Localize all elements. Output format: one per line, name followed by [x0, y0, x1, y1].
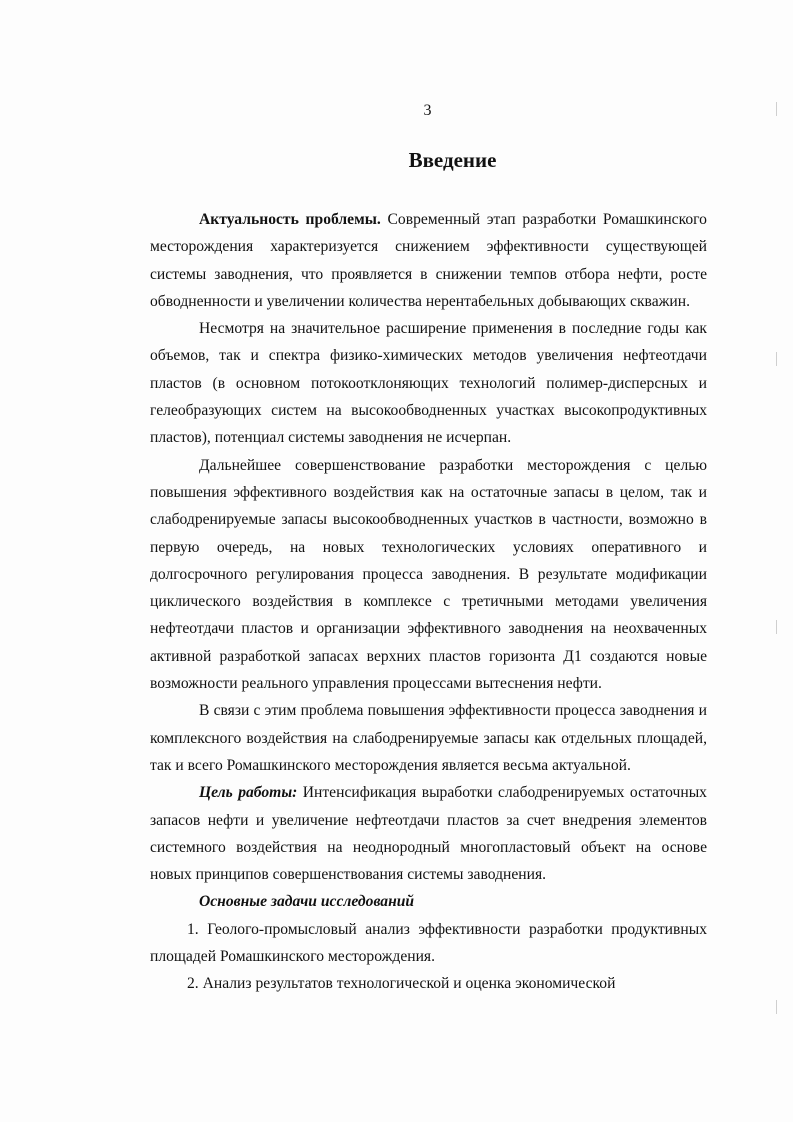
- task-text: Геолого-промысловый анализ эффективности разработки продуктивных площадей Ромашкинского месторождения.: [150, 920, 707, 966]
- tasks-heading: Основные задачи исследований: [199, 893, 415, 911]
- paragraph-3: Дальнейшее совершенствование разработки месторождения с целью повышения эффективного воздействия как на остаточные запасы в целом, так и слабодренируемые запасы высокообводненных участков в частности, возможно в первую очередь, на новых технологических условиях оперативного и долгосрочного регулирования процесса заводнения. В результате модификации циклического воздействия в комплексе с третичными методами увеличения нефтеотдачи пластов и организации эффективного заводнения на неохваченных активной разработкой запасах верхних пластов горизонта Д1 создаются новые возможности реального управления процессами вытеснения нефти.: [150, 456, 707, 693]
- goal-text: Интенсификация выработки слабодренируемых остаточных запасов нефти и увеличение нефтеотдачи пластов за счет внедрения элементов системного воздействия на неоднородный многопластовый объект на основе новых принципов совершенствования системы заводнения.: [150, 784, 707, 884]
- list-item: [150, 916, 707, 971]
- relevance-lead: Актуальность проблемы.: [199, 211, 381, 228]
- scan-mark: [776, 352, 777, 366]
- paragraph-relevance: [150, 206, 707, 315]
- document-body: [150, 206, 707, 998]
- page-number: 3: [423, 102, 432, 119]
- paragraph-goal: [150, 779, 707, 888]
- task-number: 2.: [187, 975, 199, 993]
- task-text: Анализ результатов технологической и оценка экономической: [202, 975, 616, 993]
- goal-label: Цель работы:: [199, 784, 298, 802]
- relevance-text: Современный этап разработки Ромашкинского месторождения характеризуется снижением эффективности существующей системы заводнения, что проявляется в снижении темпов отбора нефти, росте обводненности и увеличении количества нерентабельных добывающих скважин.: [150, 211, 707, 310]
- tasks-list: [150, 916, 707, 998]
- scan-mark: [776, 102, 777, 116]
- paragraph-4: В связи с этим проблема повышения эффективности процесса заводнения и комплексного воздействия на слабодренируемые запасы как отдельных площадей, так и всего Ромашкинского месторождения является весьма актуальной.: [150, 702, 707, 774]
- page-title: Введение: [408, 148, 497, 172]
- scan-mark: [776, 620, 777, 634]
- scan-mark: [776, 1000, 777, 1014]
- paragraph-2: Несмотря на значительное расширение применения в последние годы как объемов, так и спектра физико-химических методов увеличения нефтеотдачи пластов (в основном потокоотклоняющих технологий полимер-дисперсных и гелеобразующих систем на высокообводненных участках высокопродуктивных пластов), потенциал системы заводнения не исчерпан.: [150, 320, 707, 447]
- list-item: [150, 970, 707, 997]
- task-number: 1.: [187, 920, 199, 938]
